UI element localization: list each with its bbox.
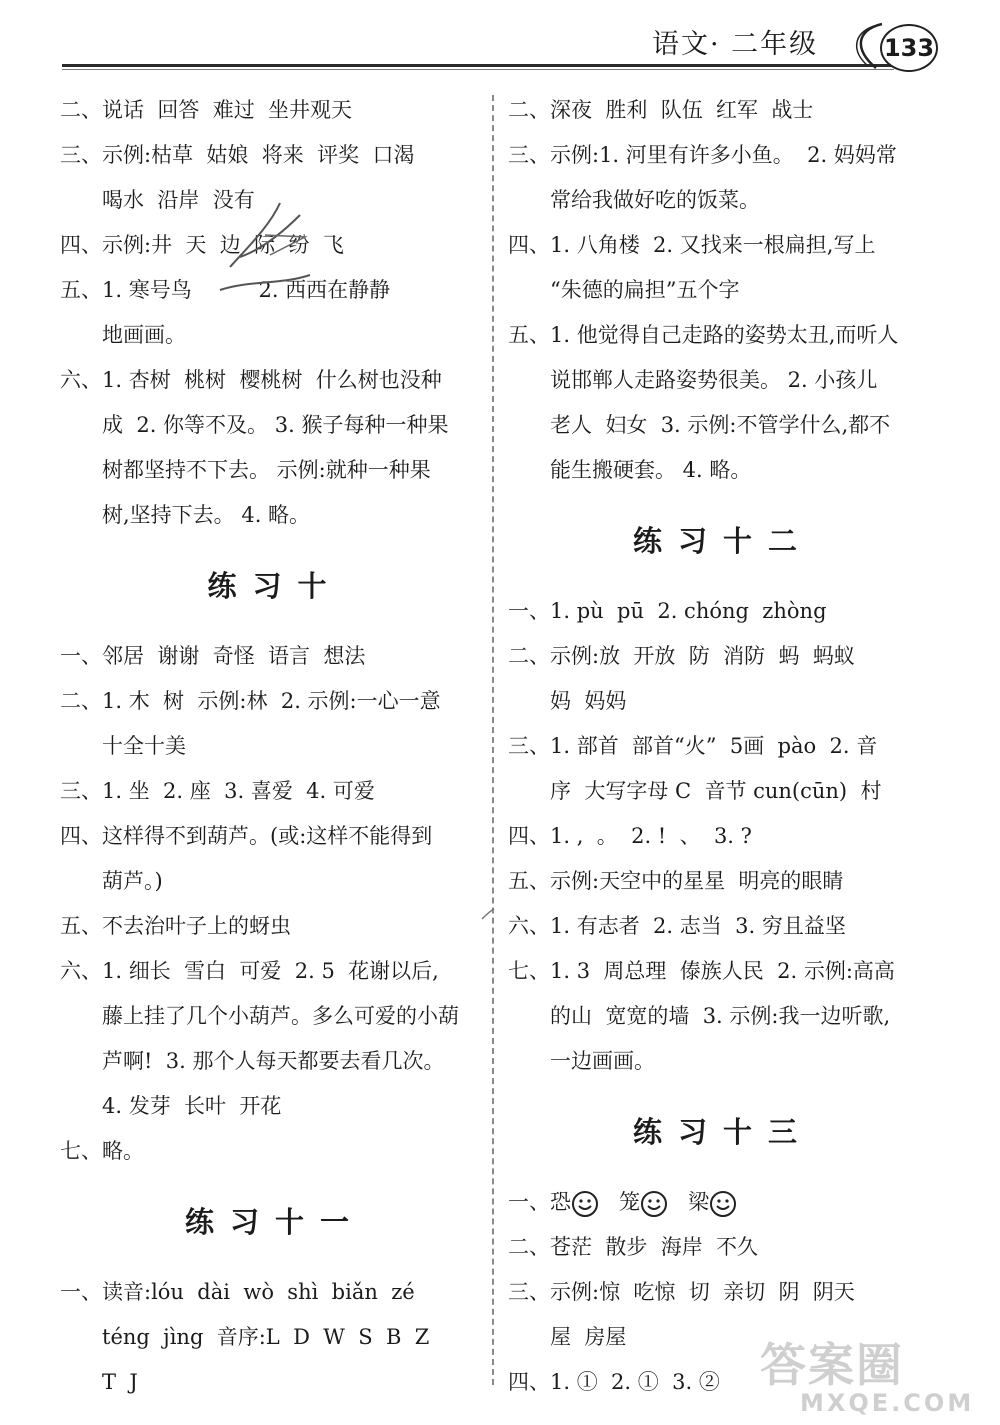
answer-line-continued: 树,坚持下去。 4. 略。 [102,503,311,527]
smiley-wrap [640,1190,668,1214]
answer-line: 六、1. 细长 雪白 可爱 2. 5 花谢以后, [60,959,439,983]
answer-line-continued: 常给我做好吃的饭菜。 [550,188,760,212]
answer-line: 一、邻居 谢谢 奇怪 语言 想法 [60,644,366,668]
smiley-wrap [709,1190,737,1214]
answer-char: 恐 [550,1190,571,1214]
answer-char: 梁 [688,1190,710,1214]
answer-line-continued: T J [102,1370,138,1394]
smiley-icon [640,1190,668,1218]
answer-line: 二、深夜 胜利 队伍 红军 战士 [508,98,814,122]
answer-line: 六、1. 杏树 桃树 樱桃树 什么树也没种 [60,368,442,392]
answer-line: 三、示例:1. 河里有许多小鱼。 2. 妈妈常 [508,143,897,167]
answer-char [599,1190,619,1214]
pencil-scribble [210,195,330,305]
answer-line: 四、1. , 。 2. ! 、 3. ? [508,824,752,848]
header-rule [62,64,894,67]
answer-line: 六、1. 有志者 2. 志当 3. 穷且益坚 [508,914,846,938]
answer-line-continued: 十全十美 [102,734,186,758]
pencil-mark [478,905,498,925]
answer-line: 二、说话 回答 难过 坐井观天 [60,98,353,122]
smiley-wrap [571,1190,599,1214]
answer-line: 二、苍茫 散步 海岸 不久 [508,1235,759,1259]
answer-line: 五、不去治叶子上的蚜虫 [60,914,291,938]
answer-line: 一、读音:lóu dài wò shì biǎn zé [60,1280,415,1304]
answer-line-continued: 树都坚持不下去。 示例:就种一种果 [102,458,431,482]
answer-line-continued: 序 大写字母 C 音节 cun(cūn) 村 [550,779,882,803]
smiley-icon [571,1190,599,1218]
answer-line: 五、示例:天空中的星星 明亮的眼睛 [508,869,844,893]
header-title: 语文· 二年级 [652,29,819,60]
answer-line: 三、1. 坐 2. 座 3. 喜爱 4. 可爱 [60,779,375,803]
answer-line-continued: 藤上挂了几个小葫芦。多么可爱的小葫 [102,1004,459,1028]
answer-line: 四、这样得不到葫芦。(或:这样不能得到 [60,824,433,848]
answer-line [508,1180,938,1225]
section-heading: 练习十 [207,569,343,603]
answer-line-continued: 芦啊! 3. 那个人每天都要去看几次。 [102,1049,445,1073]
answer-line-continued: 屋 房屋 [550,1325,627,1349]
answer-line-continued: 成 2. 你等不及。 3. 猴子每种一种果 [102,413,449,437]
answer-char: 笼 [619,1190,641,1214]
page-number: 133 [880,24,938,72]
answer-line-continued: 能生搬硬套。 4. 略。 [550,458,752,482]
section-heading: 练习十二 [632,524,813,558]
watermark-url: MXQE.COM [800,1389,975,1417]
answer-line: 一、1. pù pū 2. chóng zhòng [508,599,827,623]
answer-line: 四、示例:井 天 边 际 纷 飞 [60,233,344,257]
answer-char [668,1190,688,1214]
answer-line-continued: “朱德的扁担”五个字 [550,278,740,302]
answer-line-continued: 老人 妇女 3. 示例:不管学什么,都不 [550,413,891,437]
answer-line-continued: 妈 妈妈 [550,689,627,713]
answer-line-continued: 地画画。 [102,323,186,347]
answer-line: 三、示例:枯草 姑娘 将来 评奖 口渴 [60,143,415,167]
page-header [0,0,1000,80]
watermark [760,1340,990,1420]
answer-line: 四、1. ① 2. ① 3. ② [508,1370,720,1394]
answer-line: 七、1. 3 周总理 傣族人民 2. 示例:高高 [508,959,895,983]
section-heading: 练习十一 [184,1205,365,1239]
answer-line-continued: 说邯郸人走路姿势很美。 2. 小孩儿 [550,368,878,392]
right-column [508,88,938,1405]
answer-line: 四、1. 八角楼 2. 又找来一根扁担,写上 [508,233,876,257]
answer-line-continued: 喝水 沿岸 没有 [102,188,255,212]
smiley-icon [709,1190,737,1218]
answer-line: 三、1. 部首 部首“火” 5画 pào 2. 音 [508,734,878,758]
answer-line: 五、1. 他觉得自己走路的姿势太丑,而听人 [508,323,899,347]
answer-line: 五、1. 寒号鸟 2. 西西在静静 [60,278,391,302]
answer-line-continued: 的山 宽宽的墙 3. 示例:我一边听歌, [550,1004,891,1028]
answer-line-continued: 4. 发芽 长叶 开花 [102,1094,282,1118]
column-divider [492,95,494,1385]
answer-line: 七、略。 [60,1139,144,1163]
answer-line-continued: 一边画画。 [550,1049,655,1073]
watermark-title: 答案圈 [760,1338,904,1392]
answer-line-continued: 葫芦。) [102,869,163,893]
section-heading: 练习十三 [632,1115,813,1149]
answer-char: 一、 [508,1190,550,1214]
header-rule-thin [62,69,894,70]
answer-line: 三、示例:惊 吃惊 切 亲切 阴 阴天 [508,1280,855,1304]
answer-line: 二、1. 木 树 示例:林 2. 示例:一心一意 [60,689,441,713]
answer-line-continued: téng jìng 音序:L D W S B Z [102,1325,430,1349]
answer-line: 二、示例:放 开放 防 消防 蚂 蚂蚁 [508,644,855,668]
